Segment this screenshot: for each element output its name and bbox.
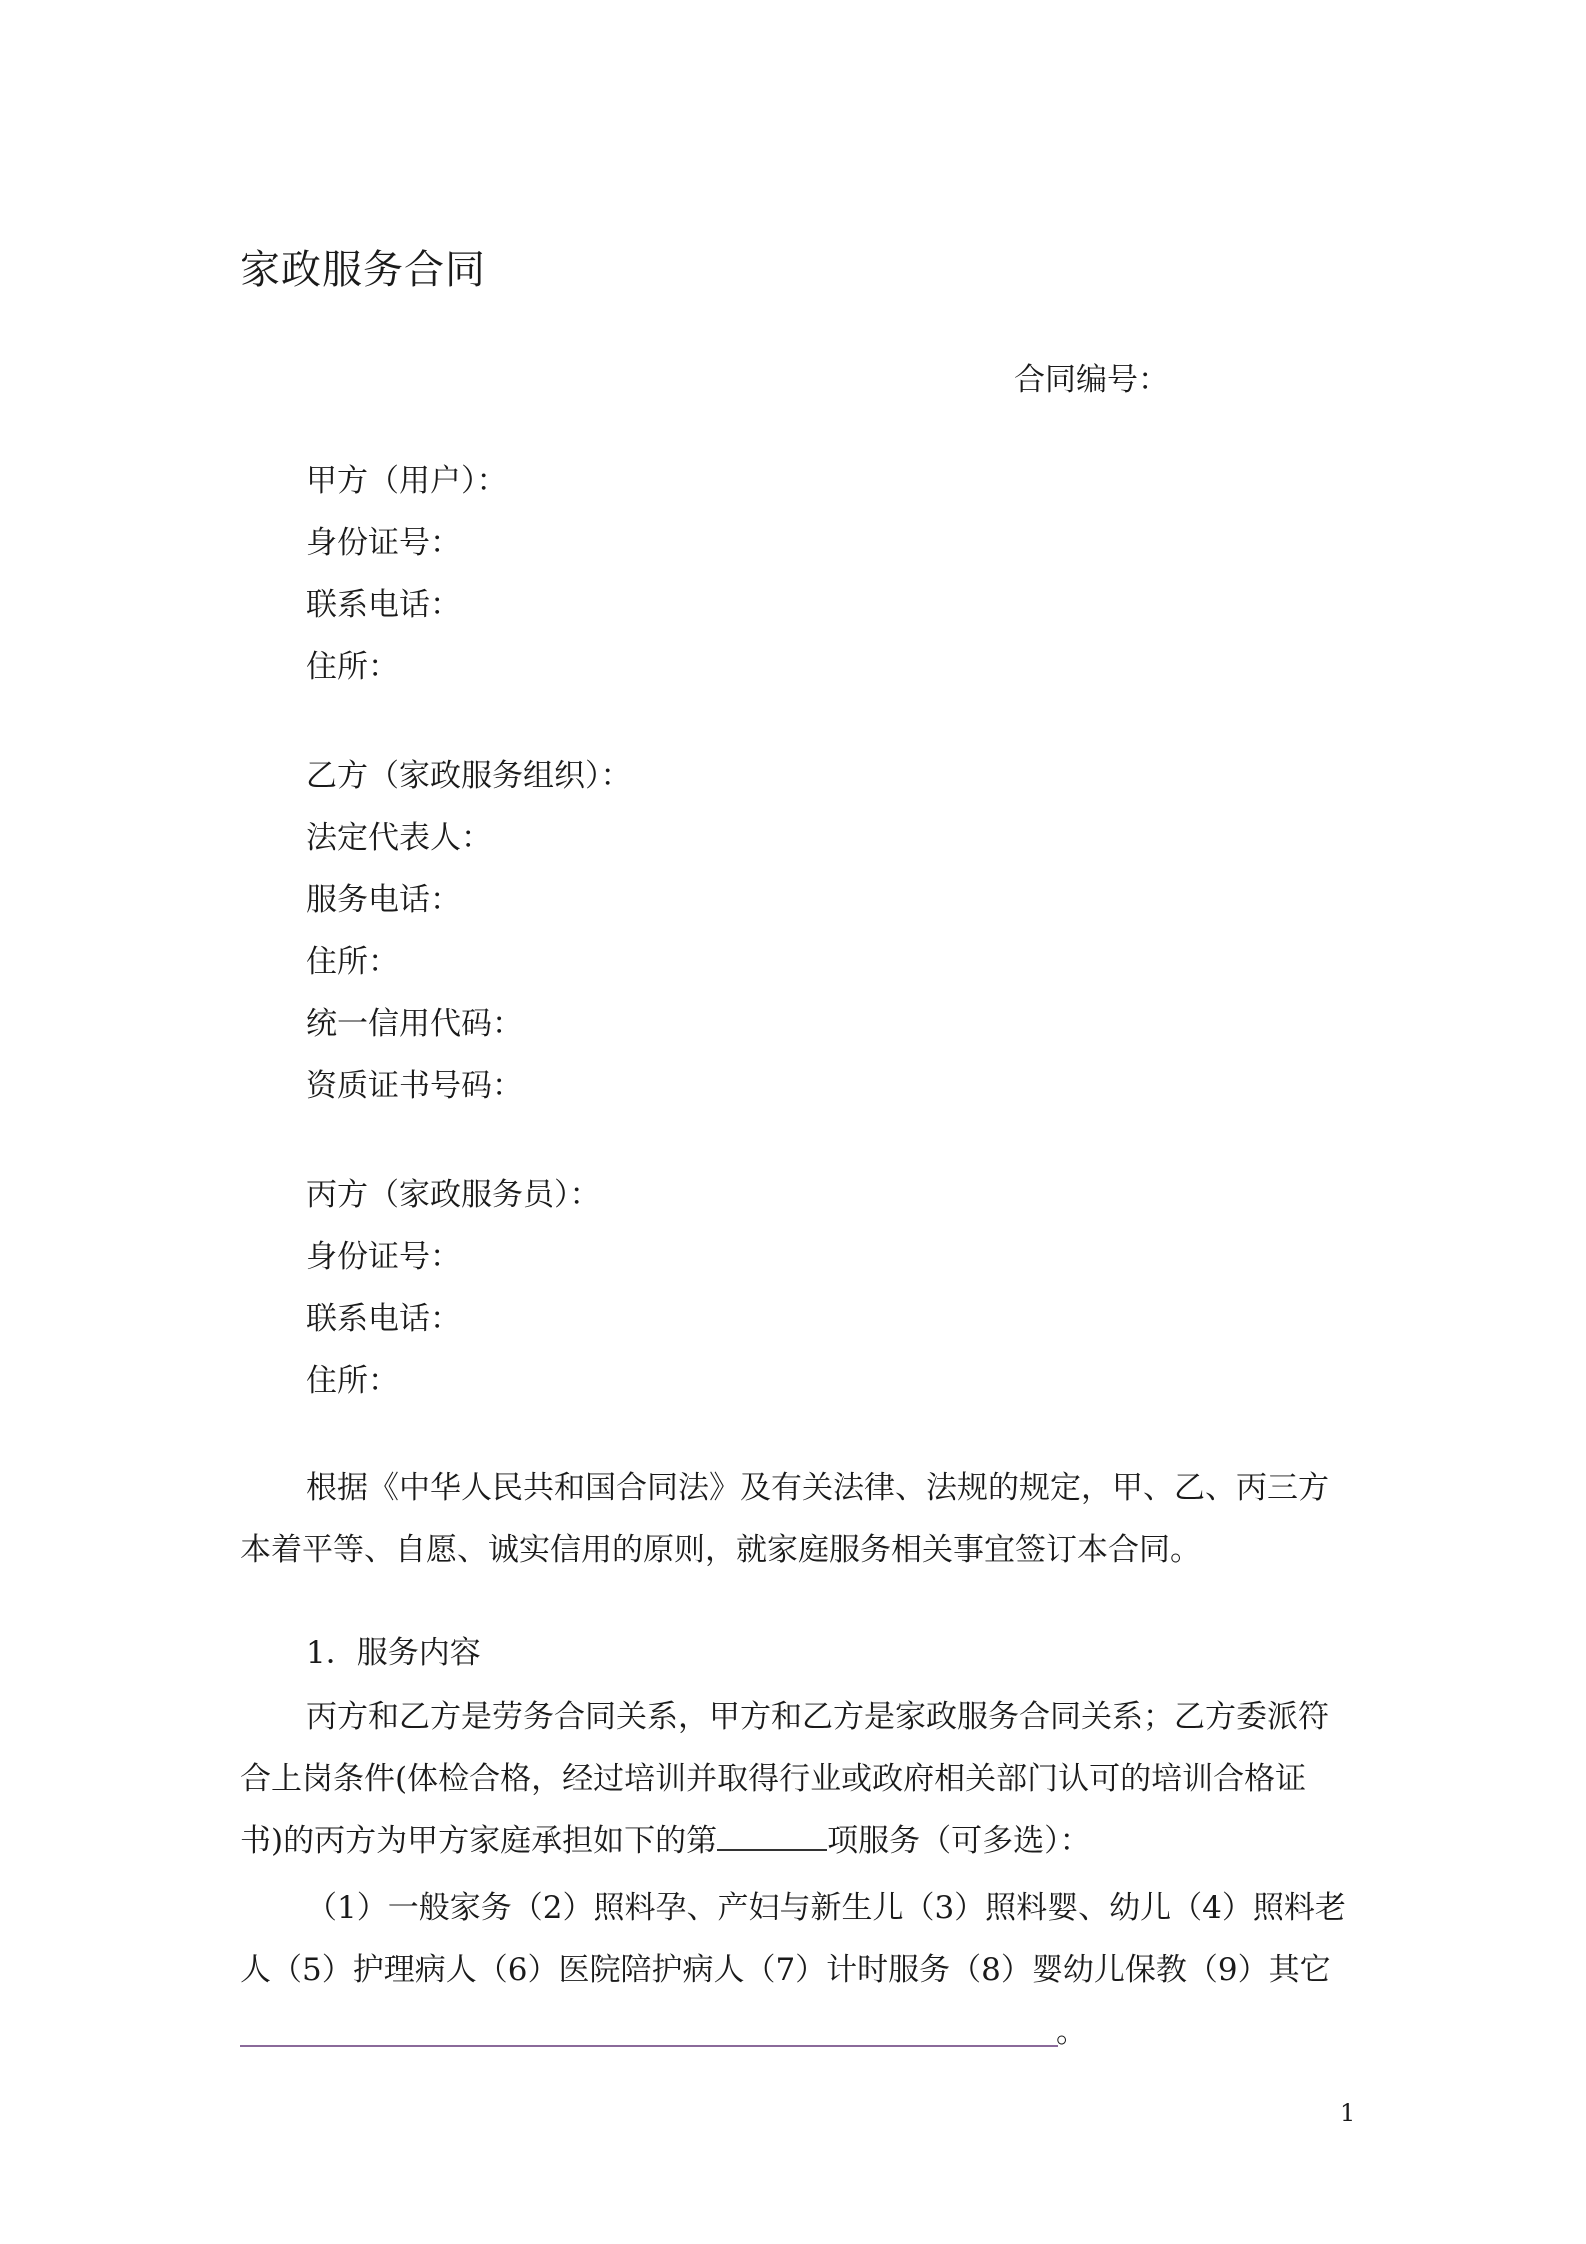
- party-b-certificate-field: 资质证书号码：: [306, 1068, 523, 1104]
- party-c-address-field: 住所：: [306, 1363, 399, 1399]
- options-line-1: （1）一般家务（2）照料孕、产妇与新生儿（3）照料婴、幼儿（4）照料老: [306, 1890, 1346, 1926]
- party-a-id-field: 身份证号：: [306, 525, 461, 561]
- service-number-blank[interactable]: [717, 1819, 827, 1851]
- party-c-name-field: 丙方（家政服务员）：: [306, 1177, 601, 1213]
- party-b-name-field: 乙方（家政服务组织）：: [306, 758, 632, 794]
- service-line-2: 合上岗条件(体检合格，经过培训并取得行业或政府相关部门认可的培训合格证: [240, 1761, 1307, 1797]
- section-1-heading: 1．服务内容: [306, 1635, 481, 1671]
- service-line-1: 丙方和乙方是劳务合同关系，甲方和乙方是家政服务合同关系；乙方委派符: [306, 1699, 1329, 1735]
- options-line-2: 人（5）护理病人（6）医院陪护病人（7）计时服务（8）婴幼儿保教（9）其它: [240, 1952, 1331, 1988]
- service-line-3-after: 项服务（可多选）：: [827, 1823, 1091, 1859]
- party-a-address-field: 住所：: [306, 649, 399, 685]
- service-content-paragraph: [240, 1686, 1350, 1872]
- party-a-block: [306, 458, 508, 706]
- end-mark: 。: [1056, 2014, 1087, 2050]
- intro-line-2: 本着平等、自愿、诚实信用的原则，就家庭服务相关事宜签订本合同。: [240, 1532, 1201, 1568]
- party-a-name-field: 甲方（用户）：: [306, 463, 508, 499]
- service-line-3: [240, 1810, 1350, 1872]
- party-b-credit-code-field: 统一信用代码：: [306, 1006, 523, 1042]
- party-b-address-field: 住所：: [306, 944, 399, 980]
- intro-line-1: 根据《中华人民共和国合同法》及有关法律、法规的规定，甲、乙、丙三方: [306, 1470, 1329, 1506]
- party-b-block: [306, 753, 632, 1125]
- party-c-block: [306, 1172, 601, 1420]
- contract-number-label: 合同编号：: [1014, 362, 1169, 398]
- service-line-3-before: 书)的丙方为甲方家庭承担如下的第: [240, 1823, 718, 1859]
- party-b-legal-rep-field: 法定代表人：: [306, 820, 492, 856]
- party-c-id-field: 身份证号：: [306, 1239, 461, 1275]
- document-title: 家政服务合同: [240, 247, 486, 293]
- party-c-phone-field: 联系电话：: [306, 1301, 461, 1337]
- service-options-paragraph: [240, 1877, 1350, 2001]
- other-service-blank-line[interactable]: [240, 2045, 1058, 2047]
- page-number: 1: [1340, 2099, 1356, 2127]
- party-b-phone-field: 服务电话：: [306, 882, 461, 918]
- intro-paragraph: [240, 1457, 1350, 1581]
- party-a-phone-field: 联系电话：: [306, 587, 461, 623]
